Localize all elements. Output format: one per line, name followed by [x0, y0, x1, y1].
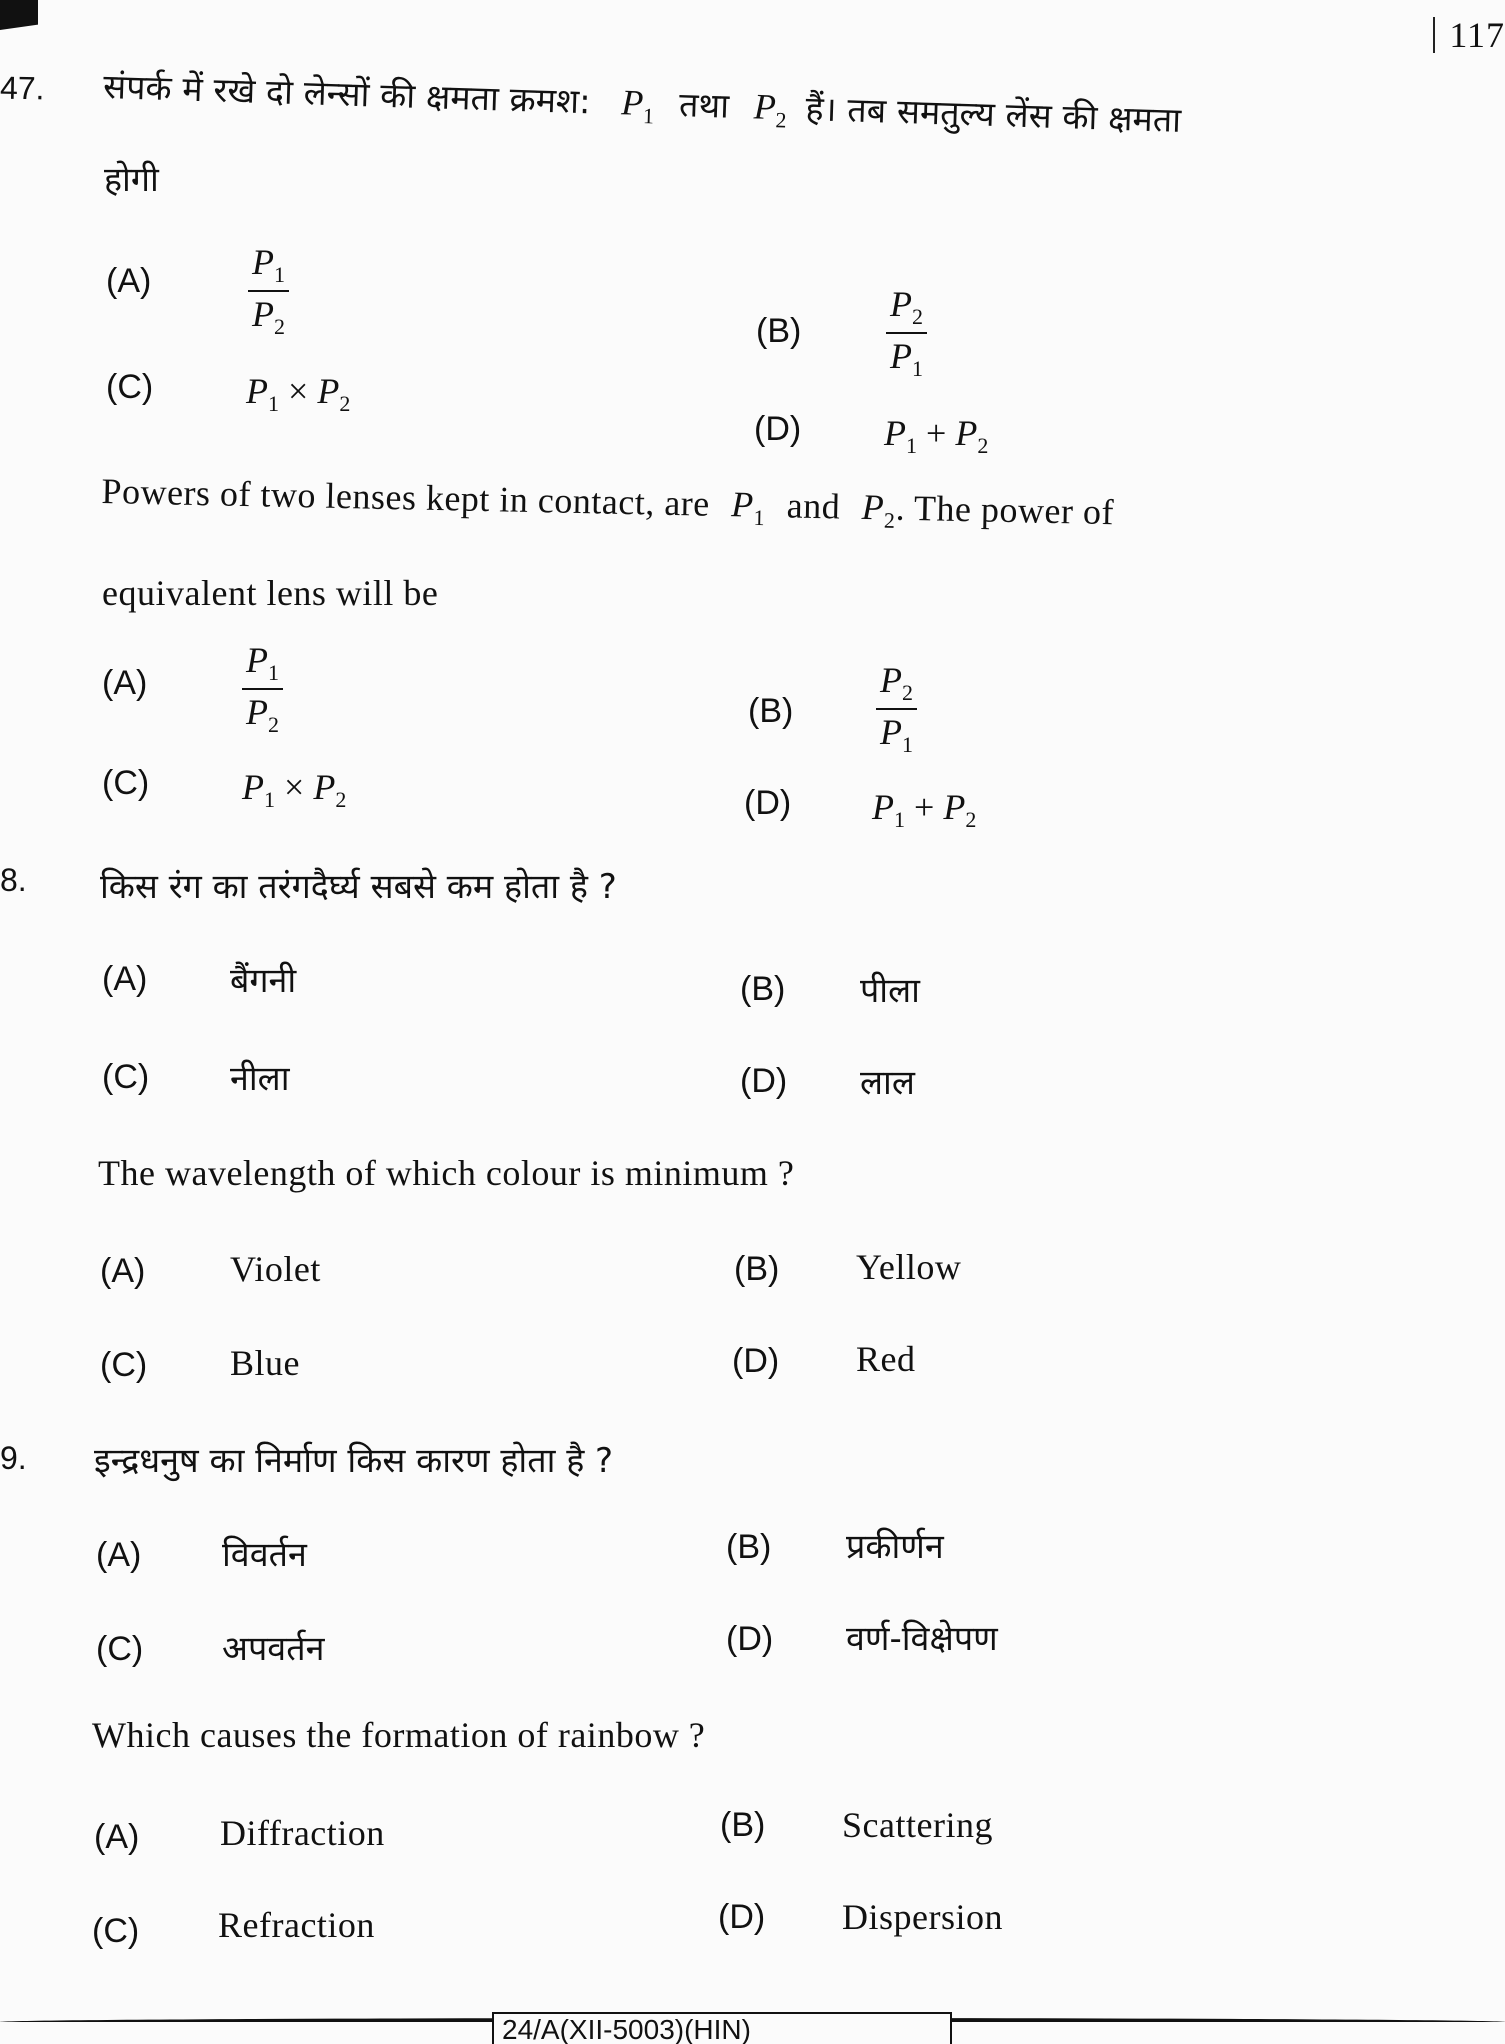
question-text-hindi: किस रंग का तरंगदैर्घ्य सबसे कम होता है ? [100, 867, 617, 907]
question-text-hindi-line2: होगी [104, 160, 159, 200]
option-b-text: Scattering [842, 1805, 993, 1845]
option-d-text: लाल [860, 1063, 915, 1103]
option-b-fraction: $\frac{P_2}{P_1}$ [876, 662, 917, 756]
option-d-expression: $P_1 + P_2$ [872, 787, 977, 833]
option-b-fraction: $\frac{P_2}{P_1}$ [886, 286, 927, 380]
option-b-label: (B) [748, 692, 794, 730]
page-number [1433, 14, 1505, 56]
question-text-english-line2: equivalent lens will be [102, 573, 439, 613]
question-number: 8. [0, 862, 27, 898]
option-c-label: (C) [102, 1058, 150, 1096]
option-c-label: (C) [102, 764, 150, 802]
option-b-label: (B) [734, 1250, 780, 1288]
option-a-text: Violet [230, 1249, 321, 1289]
option-c-expression: $P_1 \times P_2$ [242, 767, 347, 813]
option-c-label: (C) [100, 1346, 148, 1384]
option-d-label: (D) [732, 1342, 780, 1380]
option-a-text: Diffraction [220, 1813, 385, 1853]
option-c-expression: $P_1 \times P_2$ [246, 371, 351, 417]
option-a-label: (A) [96, 1536, 142, 1574]
math-p1: $P_1$ [730, 484, 766, 531]
math-p2: $P_2$ [861, 486, 896, 533]
option-d-text: Red [856, 1339, 916, 1379]
option-c-text: अपवर्तन [222, 1629, 325, 1669]
option-a-fraction: $\frac{P_1}{P_2}$ [248, 244, 289, 338]
option-d-label: (D) [726, 1620, 774, 1658]
option-a-label: (A) [94, 1818, 140, 1856]
option-d-label: (D) [754, 410, 802, 448]
text-segment: हैं। तब समतुल्य लेंस की क्षमता [805, 89, 1182, 141]
page-number-divider [1433, 17, 1435, 53]
option-a-text: बैंगनी [230, 961, 297, 1001]
option-c-label: (C) [106, 368, 154, 406]
option-b-text: प्रकीर्णन [846, 1527, 944, 1567]
option-a-label: (A) [102, 960, 148, 998]
question-number: 47. [0, 69, 45, 107]
question-number: 9. [0, 1440, 27, 1476]
footer-code-box: 24/A(XII-5003)(HIN) [492, 2012, 952, 2044]
option-c-text: Blue [230, 1343, 300, 1383]
option-d-text: वर्ण-विक्षेपण [846, 1619, 998, 1659]
option-d-label: (D) [718, 1898, 766, 1936]
option-a-label: (A) [102, 664, 148, 702]
option-c-text: नीला [230, 1059, 290, 1099]
option-d-expression: $P_1 + P_2$ [884, 413, 989, 459]
option-b-text: Yellow [856, 1247, 962, 1287]
math-p2: $P_2$ [753, 86, 787, 133]
option-b-label: (B) [740, 970, 786, 1008]
text-segment: Powers of two lenses kept in contact, are [101, 470, 711, 524]
option-c-label: (C) [96, 1630, 144, 1668]
page-number-value: 117 [1449, 15, 1505, 55]
option-c-text: Refraction [218, 1905, 375, 1945]
option-d-label: (D) [740, 1062, 788, 1100]
text-segment: . The power of [895, 487, 1115, 533]
question-text-hindi-line1 [102, 62, 1181, 146]
option-a-label: (A) [100, 1252, 146, 1290]
question-text-english: Which causes the formation of rainbow ? [92, 1715, 706, 1755]
text-segment: तथा [678, 85, 730, 127]
question-text-english: The wavelength of which colour is minimum ? [98, 1153, 795, 1193]
option-b-text: पीला [860, 971, 920, 1011]
option-a-text: विवर्तन [222, 1535, 307, 1575]
question-text-english-line1 [101, 470, 1114, 538]
question-text-hindi: इन्द्रधनुष का निर्माण किस कारण होता है ? [94, 1441, 614, 1481]
option-a-fraction: $\frac{P_1}{P_2}$ [242, 642, 283, 736]
text-segment: and [786, 485, 841, 527]
option-c-label: (C) [92, 1912, 140, 1950]
option-b-label: (B) [726, 1528, 772, 1566]
text-segment: संपर्क में रखे दो लेन्सों की क्षमता क्रमश: [102, 66, 592, 123]
corner-mark [0, 0, 38, 30]
math-p1: $P_1$ [620, 82, 655, 129]
option-d-label: (D) [744, 784, 792, 822]
option-d-text: Dispersion [842, 1897, 1003, 1937]
option-b-label: (B) [756, 312, 802, 350]
option-b-label: (B) [720, 1806, 766, 1844]
option-a-label: (A) [106, 262, 152, 300]
